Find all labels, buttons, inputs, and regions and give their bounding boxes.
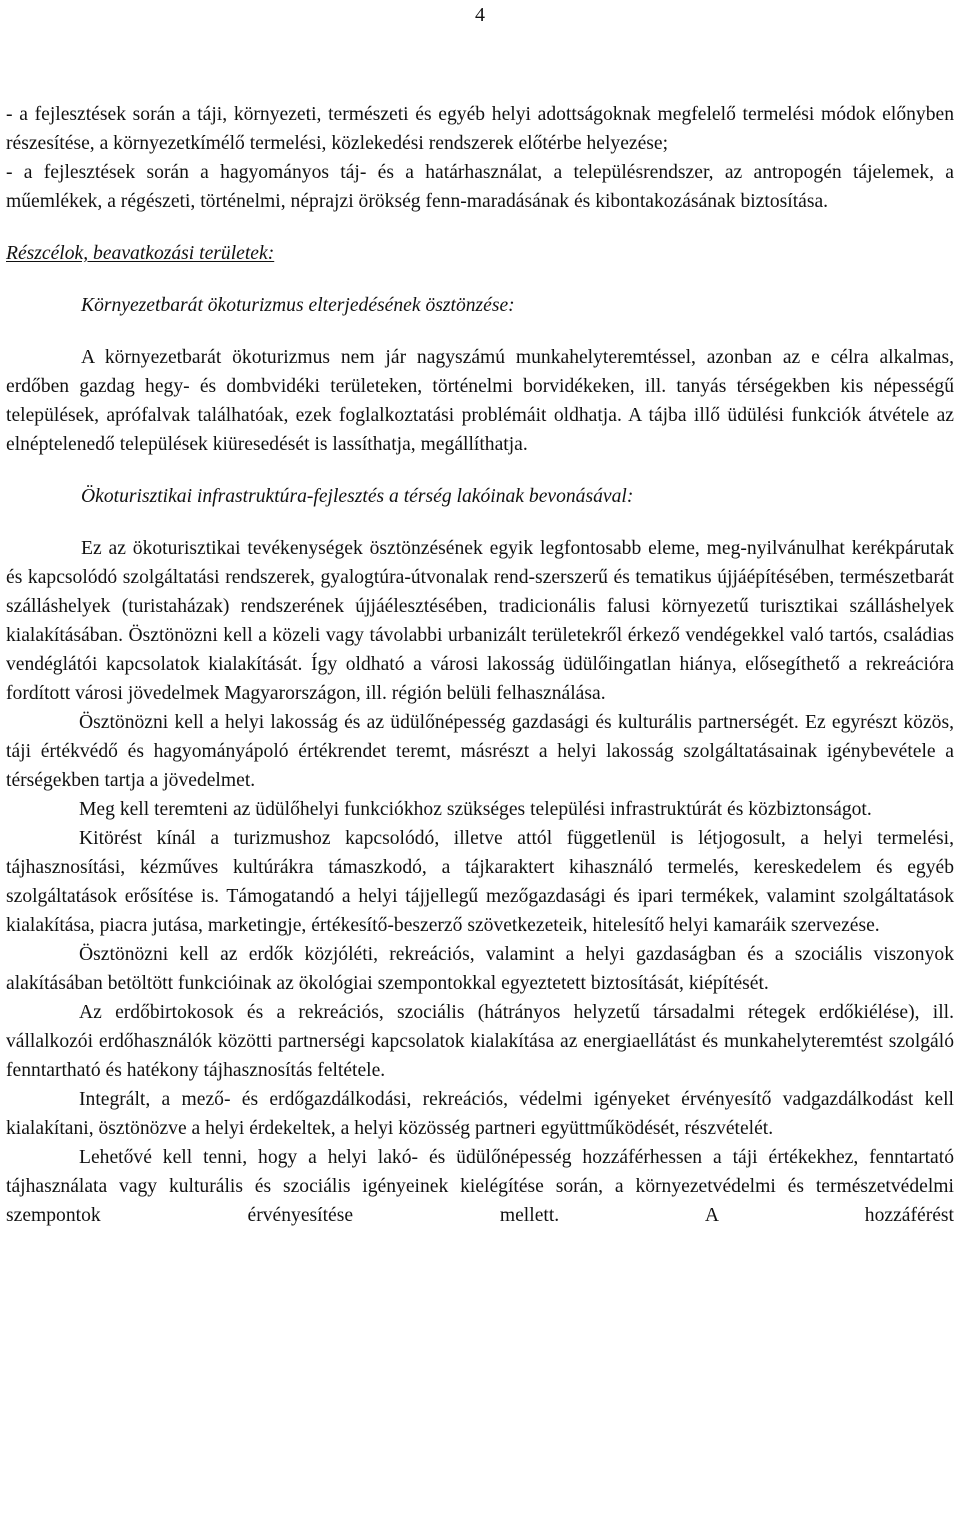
paragraph: Ösztönözni kell a helyi lakosság és az üdülőnépesség gazdasági és kulturális partnerségét. Ez egyrészt közös, táji értékvédő és hagyományápoló értékrendet teremt, másrészt a helyi lakosság szolgáltatásainak igénybevétele a térségekben tartja a jövedelmet. bbox=[6, 712, 954, 791]
paragraph: Az erdőbirtokosok és a rekreációs, szociális (hátrányos helyzetű társadalmi rétegek erdőkiélése), ill. vállalkozói erdőhasználók közötti partnerségi kapcsolatok kialakítása az energiaellátást és munkahelyteremtést szolgáló fenntartható és hatékony tájhasznosítás feltétele. bbox=[6, 1002, 954, 1081]
paragraph: Ösztönözni kell az erdők közjóléti, rekreációs, valamint a helyi gazdaságban és a szociális viszonyok alakításában betöltött funkcióinak az ökológiai szempontokkal egyeztetett biztosítását, kiépítését. bbox=[6, 944, 954, 994]
paragraph: Ez az ökoturisztikai tevékenységek ösztönzésének egyik legfontosabb eleme, meg-nyilvánulhat kerékpárutak és kapcsolódó szolgáltatási rendszerek, gyalogtúra-útvonalak rend-szerszerű és tematikus újjáépítésében, természetbarát szálláshelyek (turistaházak) rendszerének újjáélesztésében, tradicionális falusi környezetű turisztikai szálláshelyek kialakításában. Ösztönözni kell a közeli vagy távolabbi urbanizált területekről érkező vendégekkel való tartós, családias vendéglátói kapcsolatok kialakítását. Így oldható a városi lakosság üdülőingatlan hiánya, elősegíthető a rekreációra fordított városi jövedelmek Magyarországon, ill. régión belüli felhasználása. bbox=[6, 538, 954, 704]
paragraph: Lehetővé kell tenni, hogy a helyi lakó- és üdülőnépesség hozzáférhessen a táji értékekhez, fenntartató tájhasználata vagy kulturális és szociális igényeinek kielégítése során, a környezetvédelmi és természetvédelmi szempontok érvényesítése mellett. A hozzáférést bbox=[6, 1147, 954, 1226]
paragraph: Kitörést kínál a turizmushoz kapcsolódó, illetve attól függetlenül is létjogosult, a helyi termelési, tájhasznosítási, kézműves kultúrákra támaszkodó, a tájkaraktert kihasználó termelés, kereskedelem és egyéb szolgáltatások erősítése is. Támogatandó a helyi tájjellegű mezőgazdasági és ipari termékek, valamint szolgáltatások kialakítása, piacra jutása, marketingje, értékesítő-beszerző szövetkezeteik, hitelesítő helyi kamaráik szervezése. bbox=[6, 828, 954, 936]
paragraph: Integrált, a mező- és erdőgazdálkodási, rekreációs, védelmi igényeket érvényesítő vadgazdálkodást kell kialakítani, ösztönözve a helyi érdekeltek, a helyi közösség partneri együttműködését, részvételét. bbox=[6, 1089, 954, 1139]
paragraph: A környezetbarát ökoturizmus nem jár nagyszámú munkahelyteremtéssel, azonban az e célra alkalmas, erdőben gazdag hegy- és dombvidéki területeken, történelmi borvidékeken, ill. tanyás térségekben kis népességű települések, aprófalvak találhatóak, ezek foglalkoztatási problémáit oldhatja. A tájba illő üdülési funkciók átvétele az elnéptelenedő települések kiüresedését is lassíthatja, megállíthatja. bbox=[6, 347, 954, 455]
subsection-heading-ecotourism: Környezetbarát ökoturizmus elterjedésének ösztönzése: bbox=[81, 295, 515, 316]
list-item: - a fejlesztések során a hagyományos táj- és a határhasználat, a településrendszer, az antropogén tájelemek, a műemlékek, a régészeti, történelmi, néprajzi örökség fenn-maradásának és kibontakozásának biztosítása. bbox=[6, 162, 954, 212]
paragraph: Meg kell teremteni az üdülőhelyi funkciókhoz szükséges települési infrastruktúrát és közbiztonságot. bbox=[79, 799, 872, 820]
subsection-heading-infrastructure: Ökoturisztikai infrastruktúra-fejlesztés a térség lakóinak bevonásával: bbox=[81, 486, 634, 507]
section-heading-text: Részcélok, beavatkozási területek: bbox=[6, 243, 275, 264]
list-item: - a fejlesztések során a táji, környezeti, természeti és egyéb helyi adottságoknak megfelelő termelési módok előnyben részesítése, a környezetkímélő termelési, közlekedési rendszerek előtérbe helyezése; bbox=[6, 104, 954, 154]
section-heading bbox=[6, 239, 954, 268]
page-content bbox=[6, 100, 954, 1230]
page-number: 4 bbox=[475, 4, 485, 26]
